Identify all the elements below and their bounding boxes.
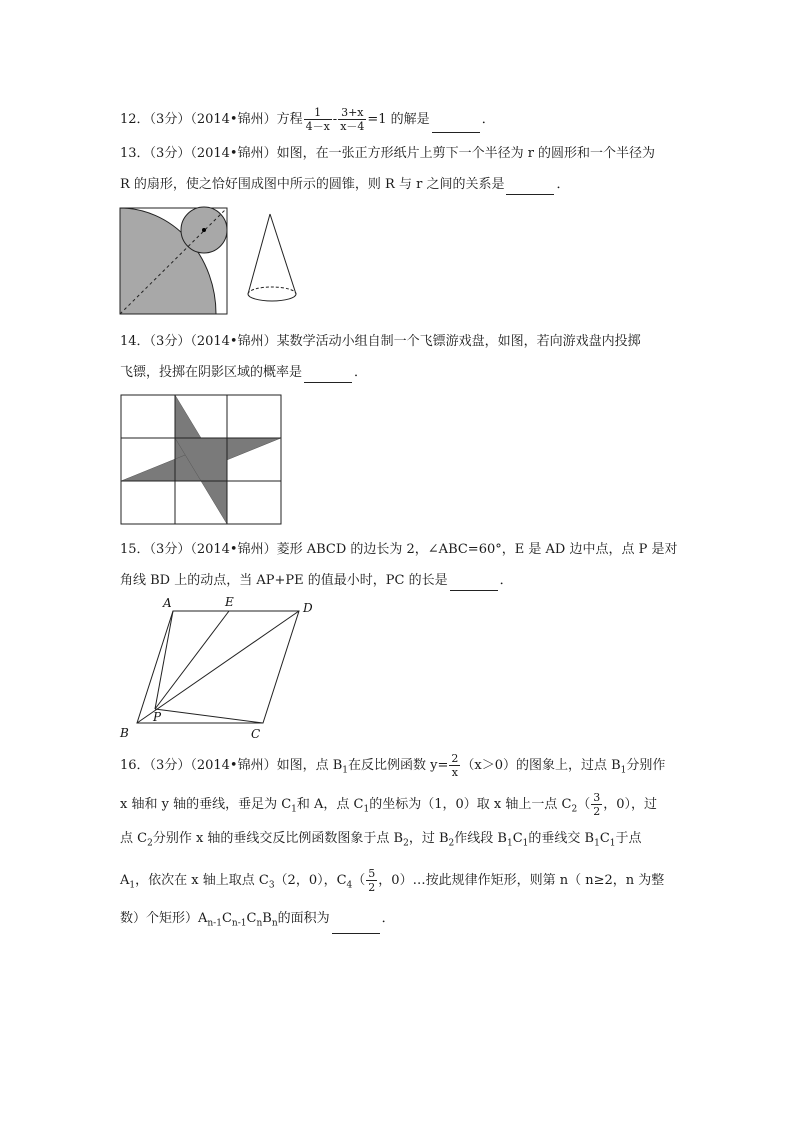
question-16-line-4: [120, 867, 664, 896]
q12-minus: -: [332, 112, 338, 127]
text-q16-s2: 2: [448, 838, 455, 849]
text-q16-l4_e: ，0）…按此规律作矩形，则第 n（ n≥2，n 为整: [378, 873, 665, 888]
text-q16-s2: 2: [147, 838, 153, 849]
q12-prefix: 12．（3分）（2014•锦州）方程: [120, 112, 303, 127]
text-q16-l5_sub4: n: [271, 918, 278, 929]
text-q16-l5_sub2: n-1: [231, 918, 247, 929]
text-q16-s1: 1: [342, 765, 348, 776]
text-q16-f2_den: 2: [593, 805, 601, 818]
text-q16-l1_a: 16．（3分）（2014•锦州）如图，点 B: [120, 758, 343, 773]
text-q16-s1: 1: [363, 804, 370, 815]
q12-frac1-den: 4－x: [305, 120, 330, 133]
text-q16-l1_d: 分别作: [626, 758, 666, 773]
q14-end: ．: [354, 365, 368, 380]
q12-frac1-num: 1: [304, 106, 332, 120]
q16-fraction-3-over-2: [591, 791, 602, 818]
text-q16-l5_e: 的面积为: [277, 911, 330, 926]
text-q16-s1: 1: [291, 804, 297, 815]
text-q16-l1_c: （x＞0）的图象上，过点 B: [461, 758, 621, 773]
text-q16-s1: 1: [129, 880, 136, 891]
text-q16-s1: 1: [594, 838, 600, 849]
text-q16-s1: 1: [506, 838, 513, 849]
text-q16-l2_a: x 轴和 y 轴的垂线，垂足为 C: [120, 797, 292, 812]
q15-answer-blank[interactable]: [450, 576, 498, 591]
q12-frac2-num: 3+x: [338, 106, 366, 120]
text-q16-l5_d: B: [262, 911, 272, 926]
label-A: A: [163, 596, 172, 610]
text-q16-f3_num: 5: [368, 867, 376, 880]
question-16-line-5: [120, 909, 395, 934]
text-q16-l5_a: 数）个矩形）A: [120, 911, 208, 926]
label-E: E: [225, 595, 234, 609]
q12-suffix: =1 的解是: [367, 112, 430, 127]
q16-fraction-2-over-x: [449, 752, 460, 779]
text-q16-f2_num: 3: [593, 791, 601, 804]
question-15-line-1: 15．（3分）（2014•锦州）菱形 ABCD 的边长为 2，∠ABC=60°，E 是 AD 边中点，点 P 是对: [120, 542, 678, 557]
q12-frac2-den: x－4: [340, 120, 365, 133]
shaded-region: [121, 395, 281, 524]
q13-answer-blank[interactable]: [506, 180, 554, 195]
text-q16-l5_b: C: [221, 911, 232, 926]
q12-end: ．: [481, 112, 495, 127]
text-q16-l3_b: 分别作 x 轴的垂线交反比例函数图象于点 B: [152, 831, 404, 846]
text-q16-f3_den: 2: [368, 881, 376, 894]
question-14-line-1: 14．（3分）（2014•锦州）某数学活动小组自制一个飞镖游戏盘，如图，若向游戏盘内投掷: [120, 334, 641, 349]
question-13-line-1: 13．（3分）（2014•锦州）如图，在一张正方形纸片上剪下一个半径为 r 的圆形和一个半径为: [120, 146, 656, 161]
text-q16-l4_b: ，依次在 x 轴上取点 C: [135, 873, 269, 888]
q15-end: ．: [499, 573, 513, 588]
text-q16-l2_e: ，0），过: [603, 797, 657, 812]
text-q16-l2_b: 和 A，点 C: [296, 797, 364, 812]
q13-figure: [118, 206, 318, 318]
q14-answer-blank[interactable]: [304, 368, 352, 383]
text-q16-s1: 1: [620, 765, 627, 776]
text-q16-l3_h: 于点: [615, 831, 642, 846]
text-q16-s4: 4: [346, 880, 353, 891]
cone-figure: [248, 214, 296, 301]
text-q16-l1_b: 在反比例函数 y=: [348, 758, 449, 773]
question-13-line-2: [120, 175, 569, 195]
q12-answer-blank[interactable]: [432, 118, 480, 133]
text-q16-l3_g: C: [599, 831, 610, 846]
text-q16-s3: 3: [268, 880, 275, 891]
q13-line2-text: R 的扇形，使之恰好围成图中所示的圆锥，则 R 与 r 之间的关系是: [120, 177, 505, 192]
text-q16-s1: 1: [609, 838, 616, 849]
text-q16-f_den: x: [451, 766, 458, 779]
circle-center-point: [202, 228, 206, 232]
q16-fraction-5-over-2: [366, 867, 377, 894]
rhombus-lines: [137, 611, 299, 723]
label-D: D: [303, 601, 313, 615]
text-q16-l3_f: 的垂线交 B: [528, 831, 595, 846]
text-q16-l4_a: A: [120, 873, 130, 888]
text-q16-l4_c: （2，0），C: [274, 873, 347, 888]
text-q16-s2: 2: [403, 838, 409, 849]
text-q16-s1: 1: [522, 838, 529, 849]
q15-rhombus-figure: [115, 595, 325, 745]
question-14-line-2: [120, 363, 367, 383]
label-P: P: [153, 710, 162, 724]
text-q16-l5_sub3: n: [256, 918, 263, 929]
label-C: C: [251, 727, 261, 741]
text-q16-f_num: 2: [451, 752, 459, 765]
question-15-line-2: [120, 571, 513, 591]
question-12: [120, 106, 495, 133]
text-q16-l5_sub1: n-1: [207, 918, 222, 929]
q13-end: ．: [556, 177, 570, 192]
text-q16-l5_c: C: [246, 911, 257, 926]
text-q16-l3_e: C: [512, 831, 523, 846]
text-q16-l2_c: 的坐标为（1，0）取 x 轴上一点 C: [369, 797, 572, 812]
q14-dartboard-figure: [119, 393, 285, 527]
label-B: B: [120, 726, 129, 740]
text-q16-l3_a: 点 C: [120, 831, 148, 846]
q16-answer-blank[interactable]: [332, 919, 380, 934]
q15-line2-text: 角线 BD 上的动点，当 AP+PE 的值最小时，PC 的长是: [120, 573, 448, 588]
question-16-line-1: [120, 752, 665, 781]
question-16-line-2: [120, 791, 657, 820]
text-q16-s2: 2: [571, 804, 578, 815]
text-q16-end: ．: [381, 911, 395, 926]
text-q16-l4_d: （: [352, 873, 366, 888]
q12-fraction-1: [304, 106, 332, 133]
question-16-line-3: [120, 829, 642, 854]
text-q16-l2_d: （: [577, 797, 591, 812]
q12-fraction-2: [338, 106, 366, 133]
text-q16-l3_d: 作线段 B: [454, 831, 507, 846]
q14-line2-text: 飞镖，投掷在阴影区域的概率是: [120, 365, 303, 380]
text-q16-l3_c: ，过 B: [408, 831, 449, 846]
